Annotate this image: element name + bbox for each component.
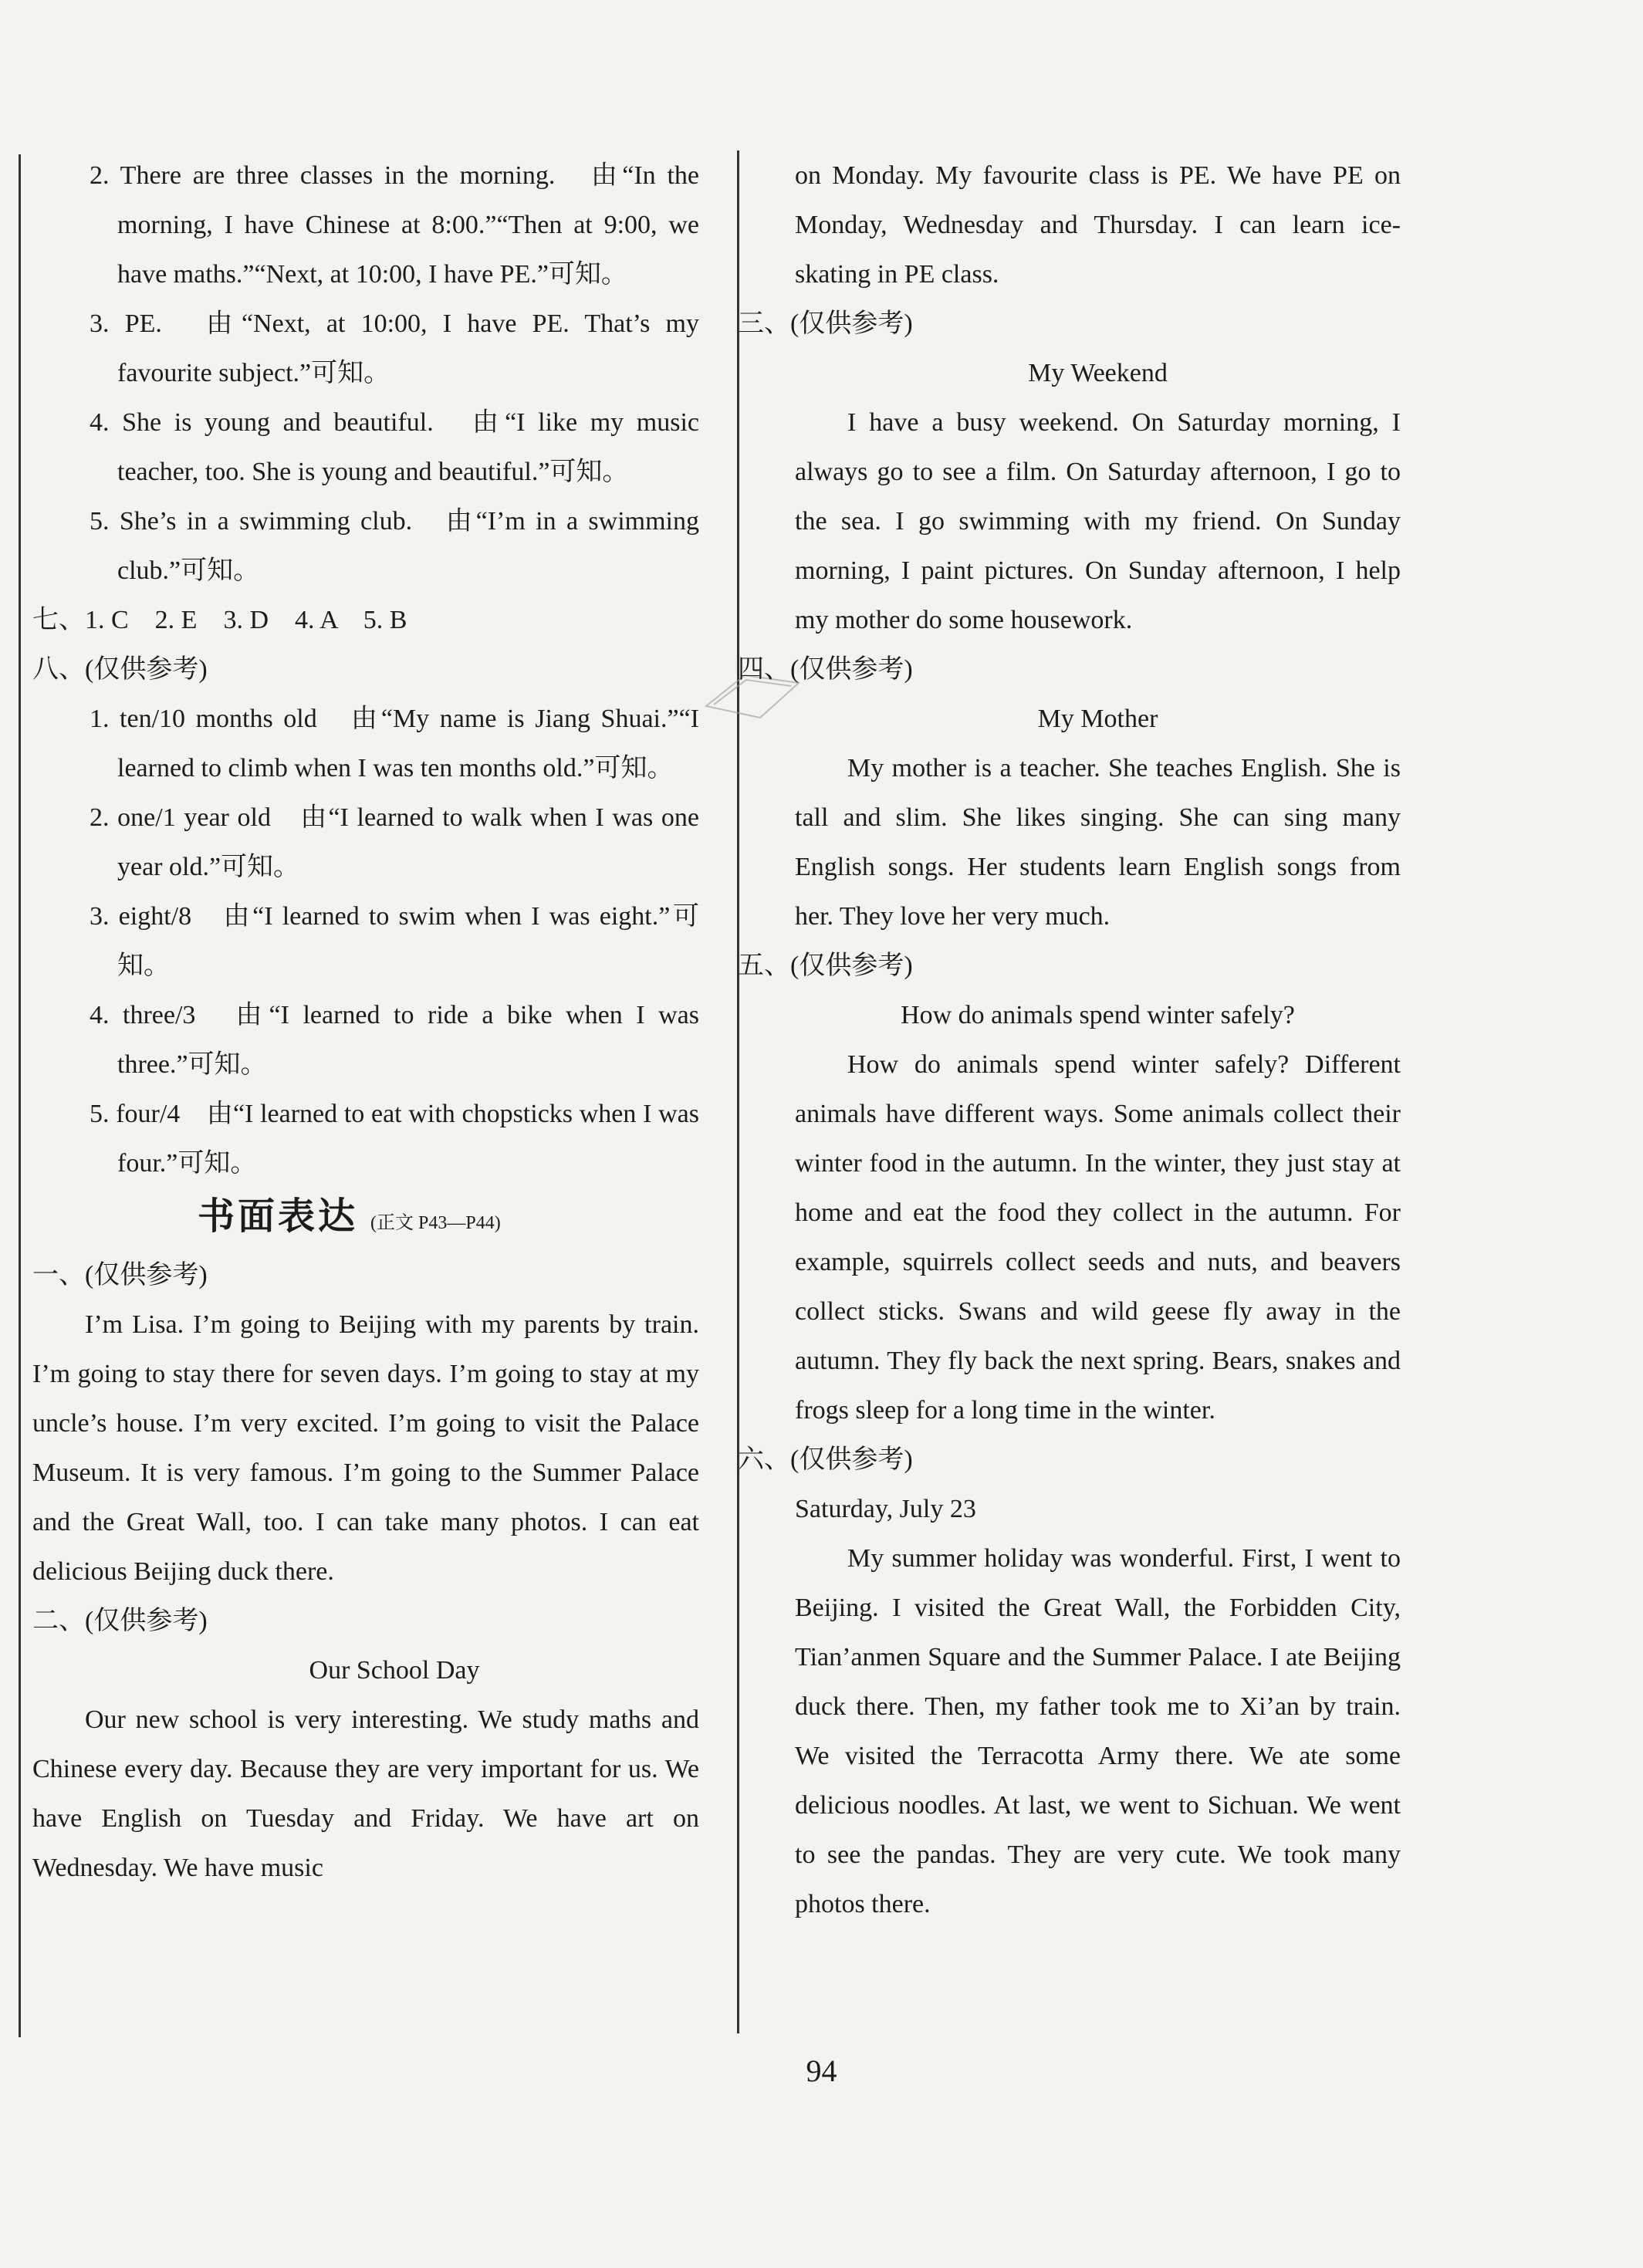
right-column: [738, 151, 1401, 1929]
answer-item: 2. There are three classes in the morning. 由“In the morning, I have Chinese at 8:00.”“Then at 9:00, we have maths.”“Next, at 10:00, I have PE.”可知。: [90, 161, 699, 289]
writing-section-title: 书面表达: [198, 1195, 359, 1238]
section-7-answers: 七、1. C 2. E 3. D 4. A 5. B: [32, 606, 407, 634]
answer-item: 3. PE. 由“Next, at 10:00, I have PE. That’s my favourite subject.”可知。: [90, 309, 699, 387]
column-divider: [737, 150, 739, 2033]
section-5-essay-title: How do animals spend winter safely?: [901, 1001, 1295, 1029]
answer-item: 2. one/1 year old 由“I learned to walk when I was one year old.”可知。: [90, 803, 699, 881]
section-5-title: 五、(仅供参考): [738, 951, 913, 980]
answer-item: 4. three/3 由“I learned to ride a bike when I was three.”可知。: [90, 1001, 699, 1079]
section-3-title: 三、(仅供参考): [738, 309, 913, 338]
section-6-essay: My summer holiday was wonderful. First, I went to Beijing. I visited the Great Wall, the Forbidden City, Tian’anmen Square and the Summer Palace. I ate Beijing duck there. Then, my father took me to Xi’an by train. We visited the Terracotta Army there. We ate some delicious noodles. At last, we went to Sichuan. We went to see the pandas. They are very cute. We took many photos there.: [795, 1544, 1401, 1918]
page-number: 94: [806, 2053, 837, 2088]
section-2-essay-continued: on Monday. My favourite class is PE. We have PE on Monday, Wednesday and Thursday. I can learn ice-skating in PE class.: [795, 161, 1401, 289]
left-column: [32, 151, 699, 1893]
section-4-title: 四、(仅供参考): [738, 655, 913, 684]
section-1-essay: I’m Lisa. I’m going to Beijing with my parents by train. I’m going to stay there for seven days. I’m going to stay at my uncle’s house. I’m very excited. I’m going to visit the Palace Museum. It is very famous. I’m going to the Summer Palace and the Great Wall, too. I can take many photos. I can eat delicious Beijing duck there.: [32, 1310, 699, 1586]
answer-item: 3. eight/8 由“I learned to swim when I was eight.”可知。: [90, 902, 699, 980]
answer-item: 5. four/4 由“I learned to eat with chopsticks when I was four.”可知。: [90, 1100, 699, 1178]
section-3-essay-title: My Weekend: [1028, 359, 1168, 387]
section-2-essay-title: Our School Day: [309, 1656, 480, 1685]
section-4-essay: My mother is a teacher. She teaches English. She is tall and slim. She likes singing. She can sing many English songs. Her students learn English songs from her. They love her very much.: [795, 754, 1401, 931]
section-5-essay: How do animals spend winter safely? Different animals have different ways. Some animals collect their winter food in the autumn. In the winter, they just stay at home and eat the food they collect in the autumn. For example, squirrels collect seeds and nuts, and beavers collect sticks. Swans and wild geese fly away in the autumn. They fly back the next spring. Bears, snakes and frogs sleep for a long time in the winter.: [795, 1050, 1401, 1425]
section-6-date: Saturday, July 23: [795, 1495, 976, 1523]
section-6-title: 六、(仅供参考): [738, 1445, 913, 1474]
answer-item: 1. ten/10 months old 由“My name is Jiang Shuai.”“I learned to climb when I was ten months old.”可知。: [90, 705, 699, 782]
section-3-essay: I have a busy weekend. On Saturday morning, I always go to see a film. On Saturday afternoon, I go to the sea. I go swimming with my friend. On Sunday morning, I paint pictures. On Sunday afternoon, I help my mother do some housework.: [795, 408, 1401, 634]
section-2-title: 二、(仅供参考): [32, 1607, 208, 1635]
writing-section-heading: [198, 1188, 699, 1251]
section-2-essay: Our new school is very interesting. We study maths and Chinese every day. Because they are very important for us. We have English on Tuesday and Friday. We have art on Wednesday. We have music: [32, 1705, 699, 1882]
section-1-title: 一、(仅供参考): [32, 1261, 208, 1289]
left-margin-rule: [19, 154, 21, 2037]
writing-section-ref: (正文 P43—P44): [370, 1213, 501, 1233]
section-4-essay-title: My Mother: [1037, 705, 1158, 733]
section-8-title: 八、(仅供参考): [32, 655, 208, 684]
answer-item: 4. She is young and beautiful. 由“I like my music teacher, too. She is young and beautiful.”可知。: [90, 408, 699, 486]
answer-item: 5. She’s in a swimming club. 由“I’m in a swimming club.”可知。: [90, 507, 699, 585]
